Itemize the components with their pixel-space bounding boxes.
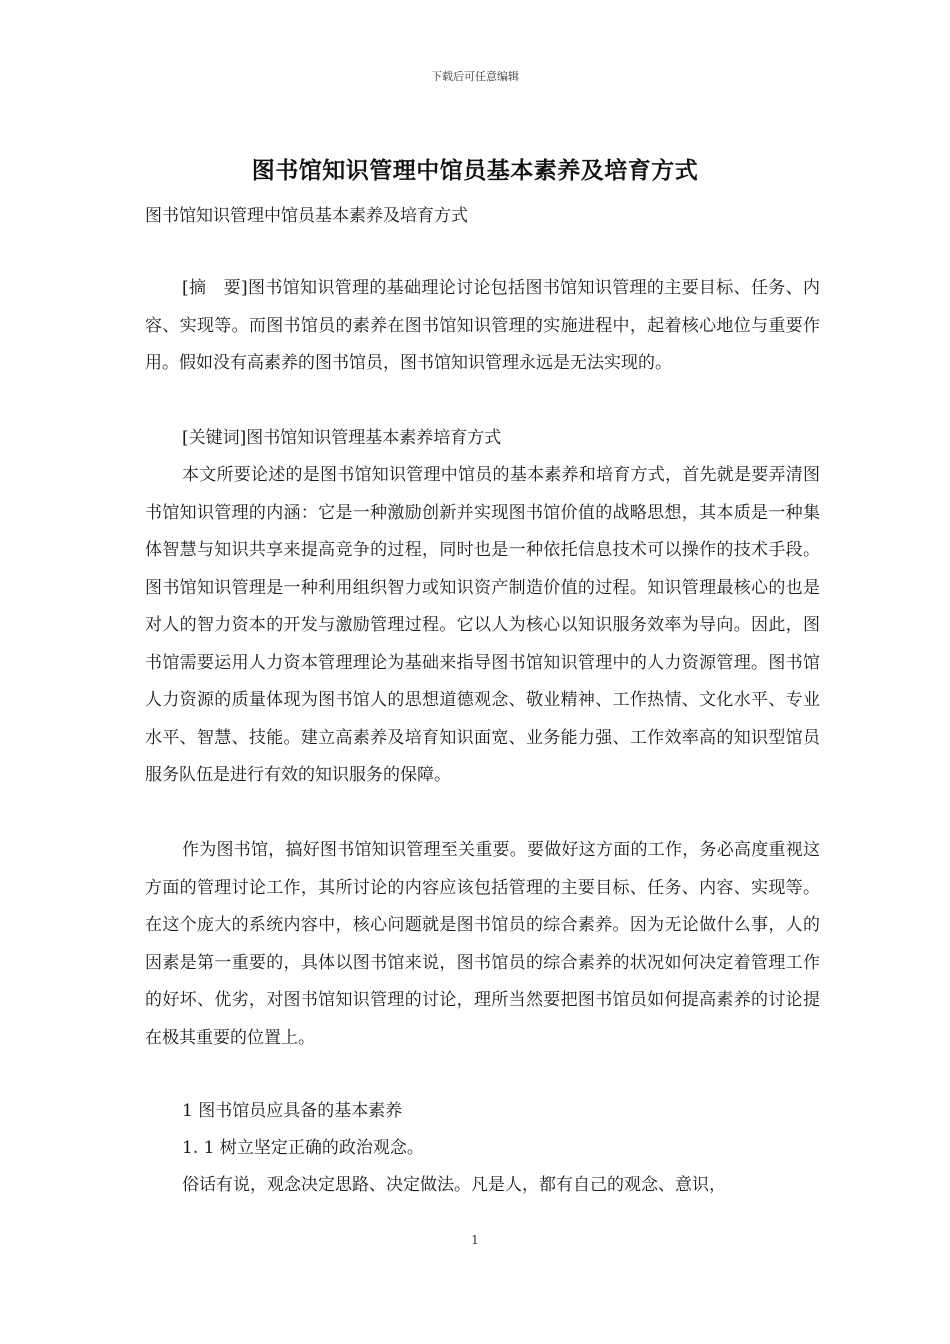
body-paragraph-3: 俗话有说，观念决定思路、决定做法。凡是人，都有自己的观念、意识，: [182, 1175, 726, 1195]
keywords-line: [关键词]图书馆知识管理基本素养培育方式: [182, 428, 502, 448]
section-heading: 1 图书馆员应具备的基本素养: [182, 1101, 403, 1121]
document-subtitle: 图书馆知识管理中馆员基本素养及培育方式: [145, 206, 468, 226]
document-title: 图书馆知识管理中馆员基本素养及培育方式: [251, 157, 699, 184]
body-paragraph-2: 作为图书馆，搞好图书馆知识管理至关重要。要做好这方面的工作，务必高度重视这方面的管理讨论工作，其所讨论的内容应该包括管理的主要目标、任务、内容、实现等。在这个庞大的系统内容中，核心问题就是图书馆员的综合素养。因为无论做什么事，人的因素是第一重要的，具体以图书馆来说，图书馆员的综合素养的状况如何决定着管理工作的好坏、优劣，对图书馆知识管理的讨论，理所当然要把图书馆员如何提高素养的讨论提在极其重要的位置上。: [145, 840, 820, 1048]
header-note: 下载后可任意编辑: [431, 70, 519, 83]
subsection-heading: 1. 1 树立坚定正确的政治观念。: [182, 1138, 424, 1158]
page-number: 1: [471, 1233, 479, 1247]
body-paragraph-1: 本文所要论述的是图书馆知识管理中馆员的基本素养和培育方式，首先就是要弄清图书馆知识管理的内涵：它是一种激励创新并实现图书馆价值的战略思想，其本质是一种集体智慧与知识共享来提高竞争的过程，同时也是一种依托信息技术可以操作的技术手段。图书馆知识管理是一种利用组织智力或知识资产制造价值的过程。知识管理最核心的也是对人的智力资本的开发与激励管理过程。它以人为核心以知识服务效率为导向。因此，图书馆需要运用人力资本管理理论为基础来指导图书馆知识管理中的人力资源管理。图书馆人力资源的质量体现为图书馆人的思想道德观念、敬业精神、工作热情、文化水平、专业水平、智慧、技能。建立高素养及培育知识面宽、业务能力强、工作效率高的知识型馆员服务队伍是进行有效的知识服务的保障。: [145, 465, 820, 785]
abstract-paragraph: [摘 要]图书馆知识管理的基础理论讨论包括图书馆知识管理的主要目标、任务、内容、实现等。而图书馆员的素养在图书馆知识管理的实施进程中，起着核心地位与重要作用。假如没有高素养的图书馆员，图书馆知识管理永远是无法实现的。: [145, 278, 820, 373]
